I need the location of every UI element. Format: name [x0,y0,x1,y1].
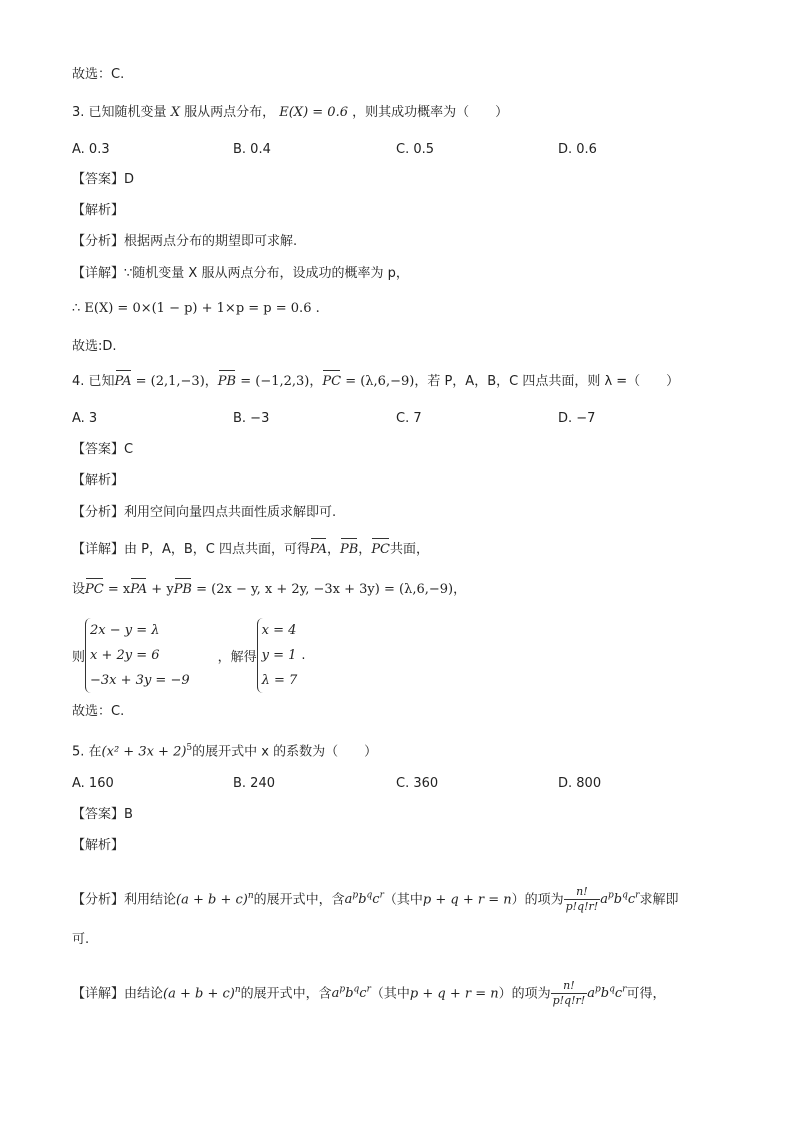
q5-xj-e: 可得， [626,986,666,1002]
pqr-1: p + q + r = n [422,892,512,908]
q5-xj-b: 的展开式中，含 [240,986,332,1002]
q3-suffix: ，则其成功概率为（ ） [352,105,509,120]
q4-jiexi: 【解析】 [72,473,125,488]
q3-fenxi-text: 根据两点分布的期望即可求解. [124,234,298,249]
question-5 [72,738,377,762]
q3-option-a: A. 0.3 [72,142,110,157]
q3-expr: E(X) = 0.6 [279,105,348,120]
q4-set: 设 [72,582,86,597]
q5-option-d: D. 800 [558,776,602,791]
q4-xiangjie: 【详解】由 P，A，B，C 四点共面，可得PA，PB，PC共面， [72,540,429,560]
q5-xj-c: （其中 [370,986,410,1002]
q5-fenxi-d: ）的项为 [511,892,564,908]
q5-option-a: A. 160 [72,776,114,791]
q4-e3: = (λ,6,−9) [341,374,415,389]
q4-setexpr: = (2x − y, x + 2y, −3x + 3y) = (λ,6,−9)， [192,582,467,597]
q4-xj1b: 共面， [390,542,430,557]
q3-jiexi: 【解析】 [72,203,125,218]
frac2-den: p!q!r! [552,994,586,1008]
question-3 [72,103,508,123]
q3-option-d: D. 0.6 [558,142,597,157]
q3-calc: ∴ E(X) = 0×(1 − p) + 1×p = p = 0.6 . [72,301,320,316]
q3-xiangjie-tag: 【详解】 [72,266,125,281]
sys1-eq1: 2x − y = λ [90,623,160,638]
equation-system-2 [257,618,298,693]
vector-pa-3: PA [130,580,147,600]
q5-xj-a: 由结论 [124,986,164,1002]
q4-xiangjie-tag: 【详解】 [72,542,125,557]
q3-option-c: C. 0.5 [396,142,435,157]
abc-expr-1: (a + b + c) [176,892,248,908]
frac2-num: n! [551,979,588,994]
sys2-eq1: x = 4 [261,623,297,638]
q5-answer-tag: 【答案】 [72,807,125,822]
q5-fenxi-e: 求解即 [639,892,679,908]
q3-answer-value: D [124,172,135,187]
pqr-2: p + q + r = n [409,986,499,1002]
frac1-den: p!q!r! [565,900,599,914]
q4-prefix: 4. 已知 [72,374,115,389]
q3-answer-tag: 【答案】 [72,172,125,187]
frac1-num: n! [564,885,601,900]
q4-option-a: A. 3 [72,411,98,426]
q4-suffix: ，若 P，A，B，C 四点共面，则 λ =（ ） [414,374,680,389]
q5-prefix: 5. 在 [72,744,102,760]
sys1-eq2: x + 2y = 6 [90,648,160,663]
q4-fenxi-text: 利用空间向量四点共面性质求解即可. [124,505,337,520]
sys2-eq3: λ = 7 [261,673,298,688]
q5-xj-d: ）的项为 [498,986,551,1002]
q5-suffix: 的展开式中 x 的系数为（ ） [192,744,378,760]
q5-fenxi-cont: 可. [72,932,90,947]
q3-xiangjie-text: ∵随机变量 X 服从两点分布，设成功的概率为 p， [124,266,409,281]
q4-end: 故选：C. [72,704,125,719]
q4-answer [72,440,133,460]
q4-e2: = (−1,2,3)， [236,374,323,389]
q4-fenxi [72,503,336,523]
q3-option-b: B. 0.4 [233,142,271,157]
q4-solve: ，解得 [217,650,257,665]
q5-fenxi-c: （其中 [383,892,423,908]
conclusion-line: 故选：C. [72,67,125,82]
q4-xj1a: 由 P，A，B，C 四点共面，可得 [124,542,311,557]
q3-end: 故选:D. [72,339,117,354]
equation-system-1 [85,618,190,693]
q4-option-c: C. 7 [396,411,422,426]
q4-e1: = (2,1,−3)， [131,374,218,389]
q5-xiangjie: 【详解】由结论$(a + b + c)^n$的展开式中，含$a^pb^qc^r$（其中p + q + r = n）的项为 $\frac{n!}{p!q!r!}$ $a^pb^qc^r$可得， [72,979,666,1008]
q4-answer-value: C [124,442,134,457]
vector-pa: PA [115,372,132,392]
q3-prefix: 3. 已知随机变量 [72,105,167,120]
sys1-eq3: −3x + 3y = −9 [90,673,190,688]
vector-pc-2: PC [371,540,390,560]
vector-pa-2: PA [310,540,327,560]
q3-mid: 服从两点分布， [184,105,276,120]
vector-pc-3: PC [85,580,104,600]
sys2-eq2: y = 1 [261,648,297,663]
fraction-2 [551,979,588,1008]
vector-pb-2: PB [340,540,358,560]
question-4 [72,372,679,392]
q4-option-b: B. −3 [233,411,270,426]
q5-answer-value: B [124,807,133,822]
q4-set-line: 设PC = xPA + yPB = (2x − y, x + 2y, −3x + 3y) = (λ,6,−9)， [72,580,466,600]
q4-system-line: 则2x − y = λ x + 2y = 6 −3x + 3y = −9，解得x = 4 y = 1 λ = 7 . [72,618,306,693]
vector-pb: PB [218,372,236,392]
vector-pc: PC [322,372,341,392]
q5-expr: (x² + 3x + 2) [101,744,187,760]
n-exp-2: n [234,985,241,995]
q3-fenxi-tag: 【分析】 [72,234,125,249]
q4-option-d: D. −7 [558,411,596,426]
q5-option-c: C. 360 [396,776,439,791]
q3-xiangjie [72,264,409,284]
q5-fenxi: 【分析】利用结论$(a + b + c)^n$的展开式中，含$a^pb^qc^r$（其中p + q + r = n）的项为 $\frac{n!}{p!q!r!}$ $a^pb^qc^r$求解即 [72,885,679,914]
q5-fenxi-b: 的展开式中，含 [253,892,345,908]
q5-option-b: B. 240 [233,776,275,791]
q5-fenxi-a: 利用结论 [124,892,177,908]
q3-fenxi [72,232,297,252]
q5-jiexi: 【解析】 [72,838,125,853]
q4-answer-tag: 【答案】 [72,442,125,457]
q5-answer [72,805,133,825]
q4-fenxi-tag: 【分析】 [72,505,125,520]
q5-xiangjie-tag: 【详解】 [72,986,125,1002]
abc-expr-2: (a + b + c) [163,986,235,1002]
q5-fenxi-tag: 【分析】 [72,892,125,908]
q5-exp: 5 [186,743,193,753]
q4-then: 则 [72,650,86,665]
q3-var: X [170,105,180,120]
vector-pb-3: PB [174,580,192,600]
fraction-1 [564,885,601,914]
q3-answer [72,170,134,190]
n-exp-1: n [247,891,254,901]
